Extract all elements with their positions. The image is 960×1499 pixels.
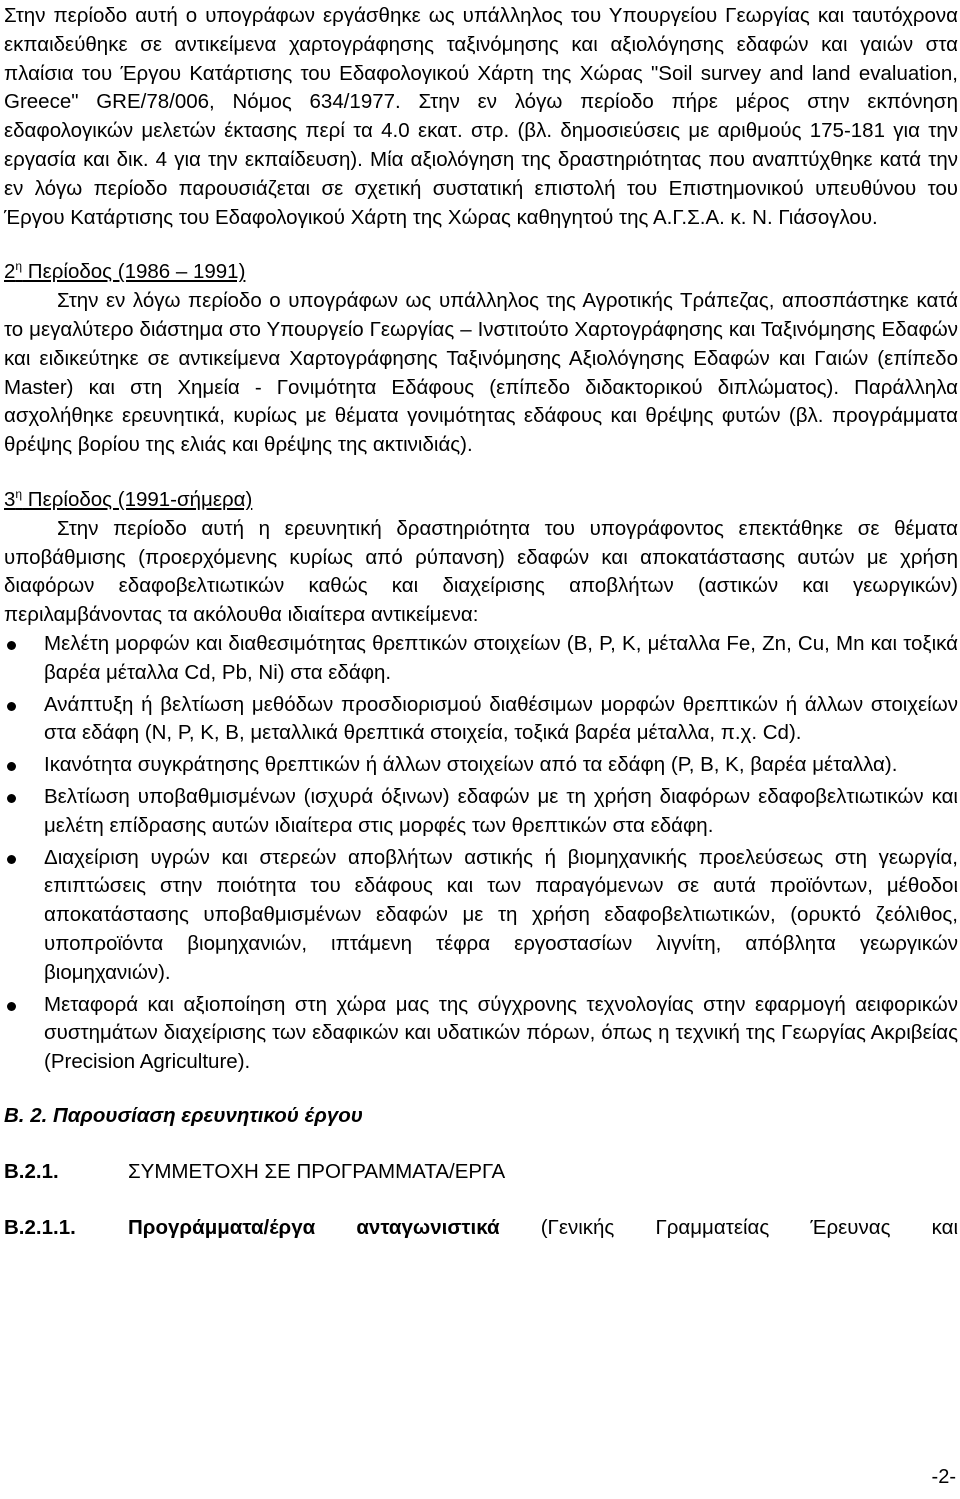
bullet-icon [7, 702, 16, 711]
list-item [4, 844, 958, 988]
period-2-heading [4, 258, 958, 287]
period-3-superscript: η [15, 487, 23, 502]
section-text [128, 1214, 958, 1242]
list-item-text: Μελέτη μορφών και διαθεσιμότητας θρεπτικών στοιχείων (B, P, K, μέταλλα Fe, Zn, Cu, Mn και τοξικά βαρέα μέταλλα Cd, Pb, Ni) στα εδάφη. [44, 631, 958, 684]
bullet-icon [7, 641, 16, 650]
list-item-text: Μεταφορά και αξιοποίηση στη χώρα μας της σύγχρονης τεχνολογίας στην εφαρμογή αειφορικών συστημάτων διαχείρισης των εδαφικών και υδατικών πόρων, όπως η τεχνική της Γεωργίας Ακριβείας (Precision Agriculture). [44, 992, 958, 1074]
bullet-icon [7, 762, 16, 771]
section-b211-heading [4, 1214, 958, 1242]
list-item [4, 783, 958, 841]
bullet-icon [7, 794, 16, 803]
period-3-number: 3 [4, 487, 16, 511]
list-item-text: Διαχείριση υγρών και στερεών αποβλήτων αστικής ή βιομηχανικής προελεύσεως στη γεωργία, επιπτώσεις στην ποιότητα του εδάφους και των παραγόμενων σε αυτά προϊόντων, μέθοδοι αποκατάστασης υποβαθμισμένων εδαφών με τη χρήση εδαφοβελτιωτικών, (ορυκτό ζεόλιθος, υποπροϊόντα βιομηχανιών, ιπτάμενη τέφρα εργοστασίων λιγνίτη, απόβλητα γεωργικών βιομηχανιών). [44, 845, 958, 984]
section-rest: (Γενικής Γραμματείας Έρευνας και [499, 1215, 958, 1239]
list-item [4, 630, 958, 688]
section-b21-heading [4, 1158, 958, 1186]
section-b2-heading: Β. 2. Παρουσίαση ερευνητικού έργου [4, 1103, 363, 1127]
period-2-paragraph: Στην εν λόγω περίοδο ο υπογράφων ως υπάλληλος της Αγροτικής Τράπεζας, αποσπάστηκε κατά το μεγαλύτερο διάστημα στο Υπουργείο Γεωργίας – Ινστιτούτο Χαρτογράφησης και Ταξινόμησης Εδαφών και ειδικεύτηκε σε αντικείμενα Χαρτογράφησης Ταξινόμησης Αξιολόγησης Εδαφών και Γαιών (επίπεδο Master) και στη Χημεία - Γονιμότητα Εδάφους (επίπεδο διδακτορικού διπλώματος). Παράλληλα ασχολήθηκε ερευνητικά, κυρίως με θέματα γονιμότητας εδάφους και θρέψης φυτών (βλ. προγράμματα θρέψης βορίου της ελιάς και θρέψης της ακτινιδιάς). [4, 289, 958, 457]
list-item-text: Ικανότητα συγκράτησης θρεπτικών ή άλλων στοιχείων από τα εδάφη (P, B, K, βαρέα μέταλλα). [44, 753, 898, 777]
page-number: -2- [931, 1466, 956, 1488]
bullet-icon [7, 1002, 16, 1011]
period-2-title: Περίοδος (1986 – 1991) [22, 260, 246, 284]
period-2-number: 2 [4, 260, 16, 284]
intro-paragraph: Στην περίοδο αυτή ο υπογράφων εργάσθηκε ως υπάλληλος του Υπουργείου Γεωργίας και ταυτόχρονα εκπαιδεύθηκε σε αντικείμενα χαρτογράφησης ταξινόμησης και αξιολόγησης εδαφών και γαιών στα πλαίσια του Έργου Κατάρτισης του Εδαφολογικού Χάρτη της Χώρας "Soil survey and land evaluation, Greece" GRE/78/006, Νόμος 634/1977. Στην εν λόγω περίοδο πήρε μέρος στην εκπόνηση εδαφολογικών μελετών έκτασης περί τα 4.0 εκατ. στρ. (βλ. δημοσιεύσεις με αριθμούς 175-181 για την εργασία και δικ. 4 για την εκπαίδευση). Μία αξιολόγηση της δραστηριότητας που αναπτύχθηκε κατά την εν λόγω περίοδο παρουσιάζεται σε σχετική συστατική επιστολή του Επιστημονικού υπευθύνου του Έργου Κατάρτισης του Εδαφολογικού Χάρτη της Χώρας καθηγητού της Α.Γ.Σ.Α. κ. Ν. Γιάσογλου. [4, 4, 958, 229]
list-item [4, 751, 958, 780]
period-3-heading [4, 486, 958, 515]
section-title: ΣΥΜΜΕΤΟΧΗ ΣΕ ΠΡΟΓΡΑΜΜΑΤΑ/ΕΡΓΑ [128, 1159, 506, 1183]
section-bold-title: Προγράμματα/έργα ανταγωνιστικά [128, 1215, 500, 1239]
document-page [4, 0, 958, 1242]
list-item-text: Βελτίωση υποβαθμισμένων (ισχυρά όξινων) εδαφών με τη χρήση διαφόρων εδαφοβελτιωτικών και μελέτη επίδρασης αυτών ιδιαίτερα στις μορφές των θρεπτικών στα εδάφη. [44, 784, 958, 837]
bullet-icon [7, 855, 16, 864]
list-item [4, 991, 958, 1077]
section-number: Β.2.1.1. [4, 1215, 76, 1239]
period-3-paragraph: Στην περίοδο αυτή η ερευνητική δραστηριότητα του υπογράφοντος επεκτάθηκε σε θέματα υποβάθμισης (προερχόμενης κυρίως από ρύπανση) εδαφών και αποκατάστασης αυτών με χρήση διαφόρων εδαφοβελτιωτικών καθώς και διαχείρισης αποβλήτων (αστικών και γεωργικών) περιλαμβάνοντας τα ακόλουθα ιδιαίτερα αντικείμενα: [4, 516, 958, 627]
section-number: Β.2.1. [4, 1159, 59, 1183]
period-2-superscript: η [15, 259, 23, 274]
research-topics-list [4, 630, 958, 1077]
list-item [4, 691, 958, 749]
period-3-title: Περίοδος (1991-σήμερα) [22, 487, 253, 511]
list-item-text: Ανάπτυξη ή βελτίωση μεθόδων προσδιορισμού διαθέσιμων μορφών θρεπτικών ή άλλων στοιχείων στα εδάφη (N, P, K, B, μεταλλικά θρεπτικά στοιχεία, τοξικά βαρέα μέταλλα, π.χ. Cd). [44, 692, 958, 745]
